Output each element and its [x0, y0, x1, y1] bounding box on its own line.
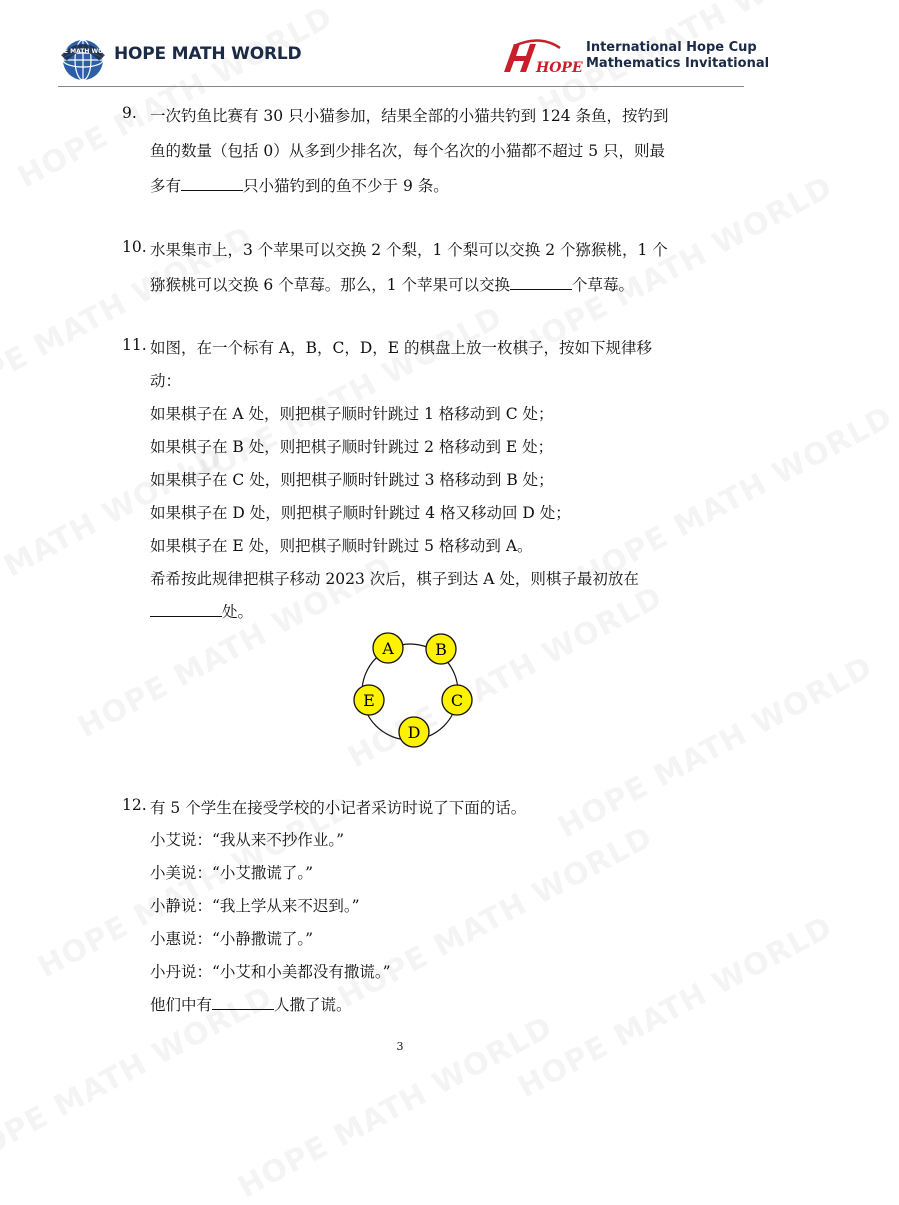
watermark [512, 910, 838, 1106]
question-text: 只小猫钓到的鱼不少于 9 条。 [243, 177, 449, 195]
question-text-line: 如图，在一个标有 A，B，C，D，E 的棋盘上放一枚棋子，按如下规律移 [150, 339, 653, 357]
board-cell-d [399, 717, 429, 747]
answer-line [150, 174, 449, 196]
question-number: 12. [122, 796, 147, 814]
question-text: 多有 [150, 177, 182, 195]
question-text-line: 有 5 个学生在接受学校的小记者采访时说了下面的话。 [150, 799, 527, 817]
watermark [182, 300, 508, 496]
watermark [332, 820, 658, 1016]
question-text: 他们中有 [150, 996, 213, 1014]
board-cell-e [354, 685, 384, 715]
logo-hope-text: HOPE [536, 60, 583, 76]
logo-arc-text: HOPE MATH WORLD [49, 48, 117, 55]
statement-line: 小美说：“小艾撒谎了。” [150, 864, 314, 882]
page-header [0, 0, 800, 92]
cell-label: A [382, 639, 394, 658]
answer-line [150, 600, 253, 622]
board-cell-b [426, 634, 456, 664]
brand-right-title [586, 40, 769, 72]
chessboard-diagram [340, 624, 480, 754]
board-cell-a [373, 633, 403, 663]
cell-label: D [407, 723, 421, 742]
cell-label: B [435, 640, 447, 659]
statement-line: 小静说：“我上学从来不迟到。” [150, 897, 360, 915]
hope-cup-logo-icon [500, 38, 584, 78]
statement-line: 小惠说：“小静撒谎了。” [150, 930, 314, 948]
brand-left-title: HOPE MATH WORLD [114, 44, 302, 64]
question-number: 10. [122, 238, 147, 256]
rule-line: 如果棋子在 E 处，则把棋子顺时针跳过 5 格移动到 A。 [150, 537, 533, 555]
answer-blank[interactable] [510, 274, 572, 290]
rule-line: 如果棋子在 B 处，则把棋子顺时针跳过 2 格移动到 E 处； [150, 438, 554, 456]
question-number: 9. [122, 104, 137, 122]
question-text-line: 希希按此规律把棋子移动 2023 次后，棋子到达 A 处，则棋子最初放在 [150, 570, 639, 588]
watermark [32, 790, 358, 986]
question-text: 猕猴桃可以交换 6 个草莓。那么，1 个苹果可以交换 [150, 276, 511, 294]
answer-line [150, 273, 634, 295]
question-text: 个草莓。 [572, 276, 635, 294]
cell-label: C [450, 691, 464, 710]
statement-line: 小艾说：“我从来不抄作业。” [150, 831, 345, 849]
question-text-line: 一次钓鱼比赛有 30 只小猫参加，结果全部的小猫共钓到 124 条鱼，按钓到 [150, 107, 669, 125]
brand-right-line2: Mathematics Invitational [586, 56, 770, 71]
cell-label: E [363, 691, 375, 710]
rule-line: 如果棋子在 D 处，则把棋子顺时针跳过 4 格又移动回 D 处； [150, 504, 571, 522]
question-text-line: 动： [150, 372, 182, 390]
brand-right-line1: International Hope Cup [586, 40, 757, 55]
page-number: 3 [396, 1040, 404, 1053]
answer-blank[interactable] [181, 175, 243, 191]
answer-blank[interactable] [212, 994, 274, 1010]
watermark [232, 1010, 558, 1205]
watermark [552, 650, 878, 846]
board-cell-c [442, 685, 472, 715]
question-text-line: 鱼的数量（包括 0）从多到少排名次，每个名次的小猫都不超过 5 只，则最 [150, 142, 666, 160]
rule-line: 如果棋子在 C 处，则把棋子顺时针跳过 3 格移动到 B 处； [150, 471, 554, 489]
question-text-line: 水果集市上，3 个苹果可以交换 2 个梨，1 个梨可以交换 2 个猕猴桃，1 个 [150, 241, 668, 259]
question-number: 11. [122, 336, 147, 354]
watermark [572, 400, 898, 596]
header-divider [58, 86, 744, 87]
rule-line: 如果棋子在 A 处，则把棋子顺时针跳过 1 格移动到 C 处； [150, 405, 554, 423]
question-text: 处。 [222, 603, 254, 621]
answer-line [150, 993, 352, 1015]
globe-logo-icon [49, 36, 117, 82]
statement-line: 小丹说：“小艾和小美都没有撒谎。” [150, 963, 391, 981]
question-text: 人撒了谎。 [274, 996, 352, 1014]
answer-blank[interactable] [150, 601, 222, 617]
